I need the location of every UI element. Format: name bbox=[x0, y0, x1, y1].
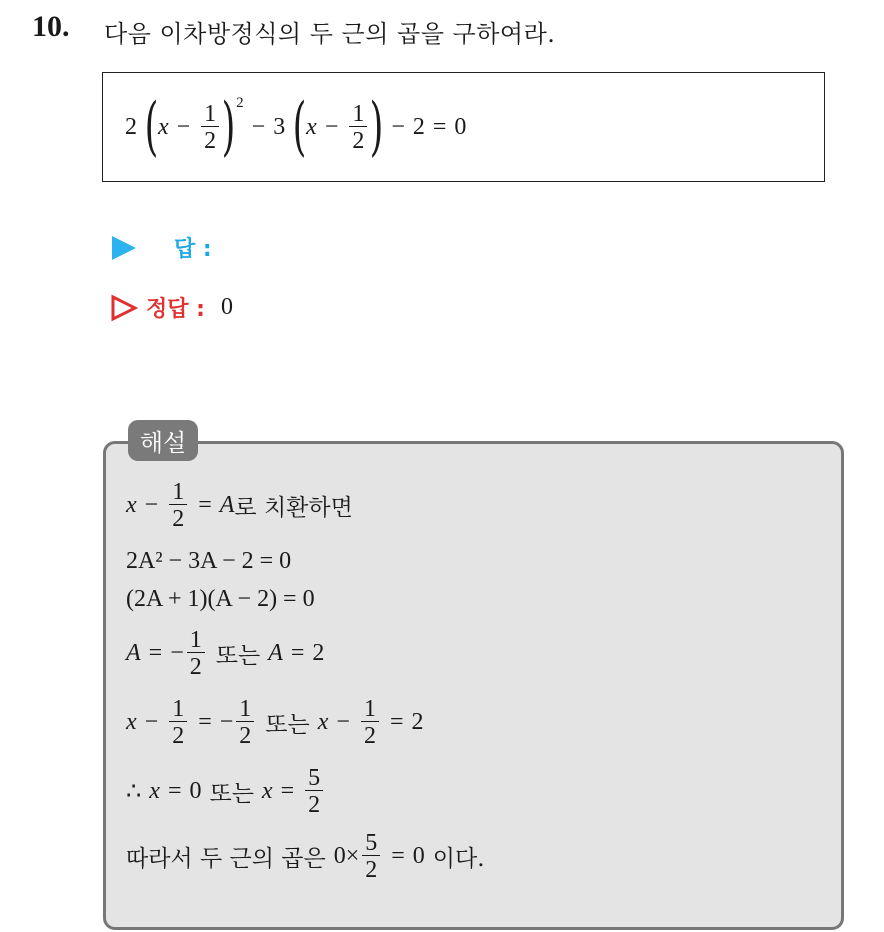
answer-row bbox=[112, 232, 212, 263]
solution-line-7: 따라서 두 근의 곱은 0 × $\frac{5}{2}$ = 0 이다. bbox=[126, 830, 485, 883]
solution-tab: 해설 bbox=[128, 420, 198, 461]
outline-triangle-icon bbox=[110, 294, 138, 322]
correct-answer-label: 정답 : bbox=[146, 297, 205, 322]
eq-coef-b: 3 bbox=[273, 113, 286, 140]
eq-fraction: $\frac{1}{2}$ bbox=[201, 102, 219, 153]
play-triangle-icon bbox=[112, 236, 136, 260]
eq-coef-a: 2 bbox=[125, 113, 137, 140]
solution-line-5: x − $\frac{1}{2}$ = − $\frac{1}{2}$ 또는 x − $\frac{1}{2}$ = 2 bbox=[126, 696, 424, 749]
eq-minus: − bbox=[176, 113, 191, 140]
eq-power: 2 bbox=[236, 94, 244, 111]
solution-line-6: ∴ x = 0 또는 x = $\frac{5}{2}$ bbox=[126, 766, 326, 817]
correct-answer-row bbox=[110, 292, 233, 323]
solution-line-1: x − $\frac{1}{2}$ = A 로 치환하면 bbox=[126, 479, 353, 532]
solution-substitute-text: 로 치환하면 bbox=[234, 495, 353, 521]
question-text: 다음 이차방정식의 두 근의 곱을 구하여라. bbox=[104, 20, 556, 48]
paren-open: ( bbox=[144, 90, 159, 164]
solution-line-3: (2A + 1)(A − 2) = 0 bbox=[126, 586, 315, 612]
eq-var: x bbox=[157, 113, 169, 140]
eq-rhs: 0 bbox=[454, 113, 467, 140]
answer-label: 답 : bbox=[174, 237, 212, 262]
question-number: 10. bbox=[32, 10, 70, 43]
given-equation: 2 ( x − $\frac{1}{2}$ ) 2 − 3 ( x − $\frac{1}{2}$ ) − 2 = 0 bbox=[125, 90, 467, 164]
eq-const: 2 bbox=[412, 113, 425, 140]
paren-close: ) bbox=[221, 90, 236, 164]
solution-line-4: A = − $\frac{1}{2}$ 또는 A = 2 bbox=[126, 627, 325, 680]
equation-box bbox=[102, 72, 825, 182]
correct-answer-value: 0 bbox=[220, 294, 233, 320]
eq-fraction-2: $\frac{1}{2}$ bbox=[349, 102, 367, 153]
solution-line-2: 2A² − 3A − 2 = 0 bbox=[126, 548, 292, 574]
